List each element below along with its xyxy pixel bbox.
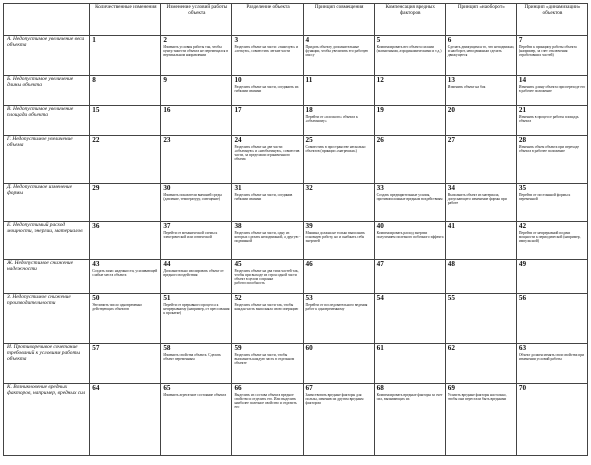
principle-number: 63: [518, 344, 527, 352]
principle-text: Разделить объект на два типа частей так, чтобы при выходе из строя одной части объект в целом сохранял работоспособность: [234, 268, 299, 286]
principle-cell: [445, 106, 516, 136]
header-row: [4, 4, 588, 36]
principle-number: 5: [376, 36, 381, 44]
principle-number: 36: [92, 222, 100, 230]
principle-cell: [303, 344, 374, 384]
principle-number: 16: [163, 106, 171, 114]
principle-text: Машина должна не только выполнять основную работу, но и снабжать себя энергией: [305, 230, 365, 244]
principle-text: Дополнительно изолировать объект от вредного воздействия: [163, 268, 224, 277]
table-row: [4, 76, 588, 106]
principle-cell: [516, 384, 587, 456]
principle-number: 10: [234, 76, 242, 84]
principle-text: Создать предварительные усилия, противоположные вредным воздействиям: [376, 192, 443, 201]
principle-cell: [516, 36, 587, 76]
principle-number: 59: [234, 344, 242, 352]
principle-text: Перейти от постоянной формы к переменной: [518, 192, 571, 201]
principle-text: Изменить объект на бок: [447, 84, 486, 89]
principle-number: 3: [234, 36, 239, 44]
principle-text: Выполнить объект из материала, допускающего изменение формы при работе: [447, 192, 507, 206]
principle-number: 30: [163, 184, 171, 192]
principle-cell: [90, 384, 161, 456]
principle-cell: [90, 106, 161, 136]
row-label: Е. Недопустимый расход мощности, энергии, материалов: [4, 222, 90, 260]
principle-text: Изменять в процессе работы площадь объекта: [518, 114, 579, 123]
principle-text: Разделить объект на две части: «объемную» и «необъемную», совместив части, за пределами ограниченного объема: [234, 144, 300, 162]
principle-number: 51: [163, 294, 171, 302]
principle-cell: [161, 260, 232, 294]
principle-number: 2: [163, 36, 167, 44]
principle-cell: [374, 106, 445, 136]
principle-cell: [303, 384, 374, 456]
principle-text: Изменять объем объекта при переходе объекта в рабочее положение: [518, 144, 580, 153]
principle-text: Разделить объект на части так, чтобы каждая часть выполняла свою операцию: [234, 302, 299, 311]
principle-cell: [445, 260, 516, 294]
principle-cell: [161, 136, 232, 184]
header-cell: Принцип «наоборот»: [445, 4, 516, 36]
principle-cell: [303, 222, 374, 260]
principle-number: 1: [92, 36, 96, 44]
principle-number: 22: [92, 136, 100, 144]
header-cell: Изменение условий работы объекта: [161, 4, 232, 36]
principle-cell: [374, 36, 445, 76]
principle-text: Изменить условия работы так, чтобы центр тяжести объекта не перемещался в вертикальном направлении: [163, 44, 229, 58]
principle-cell: [90, 76, 161, 106]
principle-text: Разделить объект на части, соединив гибкими связями: [234, 192, 293, 201]
principle-text: Изменить свойства объекта. Сделать объект переменным: [163, 352, 221, 361]
header-cell: Количественные изменения: [90, 4, 161, 36]
header-cell: Компенсация вредных факторов: [374, 4, 445, 36]
principle-cell: [232, 76, 303, 106]
principle-number: 35: [518, 184, 527, 192]
row-label: З. Недопустимое снижение производительности: [4, 294, 90, 344]
table-row: [4, 260, 588, 294]
principle-number: 43: [92, 260, 100, 268]
principle-number: 24: [234, 136, 242, 144]
principle-cell: [445, 384, 516, 456]
principle-cell: [374, 344, 445, 384]
principle-number: 26: [376, 136, 384, 144]
principle-cell: [90, 136, 161, 184]
principle-number: 38: [234, 222, 242, 230]
principle-number: 6: [447, 36, 452, 44]
principle-number: 58: [163, 344, 171, 352]
principle-number: 17: [234, 106, 242, 114]
principle-number: 42: [518, 222, 527, 230]
principle-cell: [374, 136, 445, 184]
principle-cell: [516, 222, 587, 260]
principle-cell: [90, 222, 161, 260]
principle-number: 20: [447, 106, 455, 114]
table-row: [4, 184, 588, 222]
principle-number: 67: [305, 384, 313, 392]
principle-cell: [232, 294, 303, 344]
principle-cell: [303, 260, 374, 294]
principle-number: 13: [447, 76, 455, 84]
principle-number: 31: [234, 184, 242, 192]
principle-cell: [303, 76, 374, 106]
principle-number: 9: [163, 76, 167, 84]
principle-number: 62: [447, 344, 455, 352]
principle-cell: [516, 76, 587, 106]
principle-number: 37: [163, 222, 171, 230]
principle-number: 8: [92, 76, 96, 84]
table-row: [4, 344, 588, 384]
principle-number: 32: [305, 184, 313, 192]
table-header: [4, 4, 588, 36]
principle-cell: [374, 260, 445, 294]
principle-cell: [303, 136, 374, 184]
header-cell: Принцип «динамизации» объектов: [516, 4, 587, 36]
principle-number: 49: [518, 260, 527, 268]
principle-number: 25: [305, 136, 313, 144]
principle-number: 14: [518, 76, 527, 84]
principle-number: 47: [376, 260, 384, 268]
principle-number: 7: [518, 36, 523, 44]
principle-number: 27: [447, 136, 455, 144]
principle-number: 70: [518, 384, 527, 392]
principle-cell: [90, 184, 161, 222]
principle-number: 11: [305, 76, 313, 84]
principle-text: Совместить в пространстве несколько объектов (принцип «матрешки»): [305, 144, 366, 153]
principle-cell: [445, 76, 516, 106]
principle-cell: [161, 384, 232, 456]
principle-text: Перейти от непрерывной подачи мощности к периодической (например, импульсной): [518, 230, 581, 244]
principle-number: 23: [163, 136, 171, 144]
principle-number: 21: [518, 106, 527, 114]
principle-number: 41: [447, 222, 455, 230]
principle-cell: [232, 260, 303, 294]
principle-cell: [232, 184, 303, 222]
table-row: [4, 294, 588, 344]
principle-text: Выделить из состава объекта вредное свойство и отделить его. Или выделить наиболее полезное свойство и отделить его: [234, 392, 297, 410]
principle-text: Компенсировать вредные факторы за счет сил, вызывающих их: [376, 392, 443, 401]
principle-cell: [445, 184, 516, 222]
principle-cell: [445, 294, 516, 344]
principle-text: Перейти к принципу работы объекта (например, за счет отключения отработавших частей): [518, 44, 577, 58]
principle-cell: [303, 106, 374, 136]
principle-text: Увеличить число одновременно действующих объектов: [92, 302, 143, 311]
principle-cell: [161, 344, 232, 384]
header-cell: Принцип совмещения: [303, 4, 374, 36]
principle-cell: [90, 260, 161, 294]
principle-cell: [161, 106, 232, 136]
principle-number: 29: [92, 184, 100, 192]
principle-number: 12: [376, 76, 384, 84]
principle-cell: [90, 344, 161, 384]
principle-number: 44: [163, 260, 171, 268]
principle-cell: [232, 222, 303, 260]
principle-cell: [161, 294, 232, 344]
principle-cell: [374, 76, 445, 106]
principle-number: 45: [234, 260, 242, 268]
principle-number: 69: [447, 384, 455, 392]
principle-cell: [374, 184, 445, 222]
header-cell: Разделение объекта: [232, 4, 303, 36]
principle-cell: [374, 384, 445, 456]
principle-cell: [516, 184, 587, 222]
principle-cell: [161, 184, 232, 222]
principle-cell: [232, 106, 303, 136]
principle-cell: [445, 222, 516, 260]
principle-cell: [516, 106, 587, 136]
row-label: В. Недопустимое увеличение площади объекта: [4, 106, 90, 136]
principle-text: Перейти от механической схемы к электрической или оптической: [163, 230, 218, 239]
principle-text: Сделать движущимся то, что неподвижно, и наоборот, неподвижным сделать движущееся: [447, 44, 515, 58]
principle-number: 64: [92, 384, 100, 392]
header-corner: [4, 4, 90, 36]
principle-number: 34: [447, 184, 455, 192]
principle-cell: [516, 294, 587, 344]
row-label: К. Возникновение вредных факторов, например, вредных сил: [4, 384, 90, 456]
principle-cell: [90, 36, 161, 76]
principle-cell: [516, 260, 587, 294]
principle-number: 48: [447, 260, 455, 268]
principle-cell: [303, 294, 374, 344]
principle-text: Заимствовать вредные факторы для пользы, изменив их другим вредным фактором: [305, 392, 364, 406]
row-label: А. Недопустимое увеличение веса объекта: [4, 36, 90, 76]
principle-cell: [232, 344, 303, 384]
principle-number: 28: [518, 136, 527, 144]
table-row: [4, 36, 588, 76]
principle-number: 15: [92, 106, 100, 114]
principle-cell: [161, 76, 232, 106]
principle-number: 52: [234, 294, 242, 302]
principle-text: Придать объекту дополнительные функции, чтобы увеличить его рабочую массу: [305, 44, 369, 58]
principle-number: 65: [163, 384, 171, 392]
table-row: [4, 222, 588, 260]
principle-text: Объект должен менять свои свойства при изменении условий работы: [518, 352, 585, 361]
table-body: [4, 36, 588, 456]
principle-number: 53: [305, 294, 313, 302]
principle-number: 46: [305, 260, 313, 268]
principle-cell: [161, 36, 232, 76]
principle-cell: [374, 222, 445, 260]
table-row: [4, 384, 588, 456]
principle-number: 54: [376, 294, 384, 302]
principle-text: Перейти от прерывного процесса к непрерывному (например, от прессования к прокатке): [163, 302, 230, 316]
principle-cell: [303, 184, 374, 222]
principle-text: Разделить объект на части: «тяжелую» и «легкую», совместить легкие части: [234, 44, 299, 53]
row-label: Г. Недопустимое увеличение объема: [4, 136, 90, 184]
principle-number: 19: [376, 106, 384, 114]
principle-number: 57: [92, 344, 100, 352]
row-label: Ж. Недопустимое снижение надежности: [4, 260, 90, 294]
principle-cell: [232, 136, 303, 184]
principle-text: Компенсировать расход энергии получением полезного побочного эффекта: [376, 230, 444, 239]
principle-cell: [374, 294, 445, 344]
principle-cell: [232, 384, 303, 456]
principle-text: Компенсировать вес объекта силами (магнитными, аэродинамическими и т.д.): [376, 44, 442, 53]
row-label: И. Противоречивое сочетание требований к условиям работы объекта: [4, 344, 90, 384]
table-row: [4, 136, 588, 184]
principle-cell: [232, 36, 303, 76]
principle-text: Перейти от «плоского» объекта к «объемному»: [305, 114, 358, 123]
principle-number: 61: [376, 344, 384, 352]
principle-number: 4: [305, 36, 310, 44]
row-label: Д. Недопустимое изменение формы: [4, 184, 90, 222]
principle-text: Создать запас надежности, усиливающей слабые места объекта: [92, 268, 158, 277]
principle-text: Перейти от последовательного ведения работ к одновременному: [305, 302, 368, 311]
principle-cell: [90, 294, 161, 344]
principle-text: Изменить агрегатное состояние объекта: [163, 392, 227, 397]
principle-cell: [516, 344, 587, 384]
principle-cell: [303, 36, 374, 76]
principle-number: 39: [305, 222, 313, 230]
principle-text: Разделить объект на части, одну из которых сделать неподвижной, а другую - подвижной: [234, 230, 301, 244]
principle-text: Усилить вредные факторы настолько, чтобы они перестали быть вредными: [447, 392, 507, 401]
principle-number: 55: [447, 294, 455, 302]
principle-cell: [445, 136, 516, 184]
principle-number: 18: [305, 106, 313, 114]
principle-cell: [445, 344, 516, 384]
principle-number: 40: [376, 222, 384, 230]
principle-number: 68: [376, 384, 384, 392]
table-row: [4, 106, 588, 136]
principle-number: 56: [518, 294, 527, 302]
principle-text: Разделить объект на части, соединить их гибкими связями: [234, 84, 299, 93]
principle-number: 33: [376, 184, 384, 192]
principle-text: Разделить объект на части, чтобы выполнить каждую часть в отдельном объекте: [234, 352, 295, 366]
principle-text: Изменить длину объекта при переходе его в рабочее положение: [518, 84, 586, 93]
inventive-principles-table: [3, 3, 588, 456]
principle-text: Изменить показатели внешней среды (давление, температуру, освещение): [163, 192, 222, 201]
principle-cell: [445, 36, 516, 76]
principle-number: 50: [92, 294, 100, 302]
principle-cell: [516, 136, 587, 184]
principle-cell: [161, 222, 232, 260]
principle-number: 60: [305, 344, 313, 352]
principle-number: 66: [234, 384, 242, 392]
row-label: Б. Недопустимое увеличение длины объекта: [4, 76, 90, 106]
